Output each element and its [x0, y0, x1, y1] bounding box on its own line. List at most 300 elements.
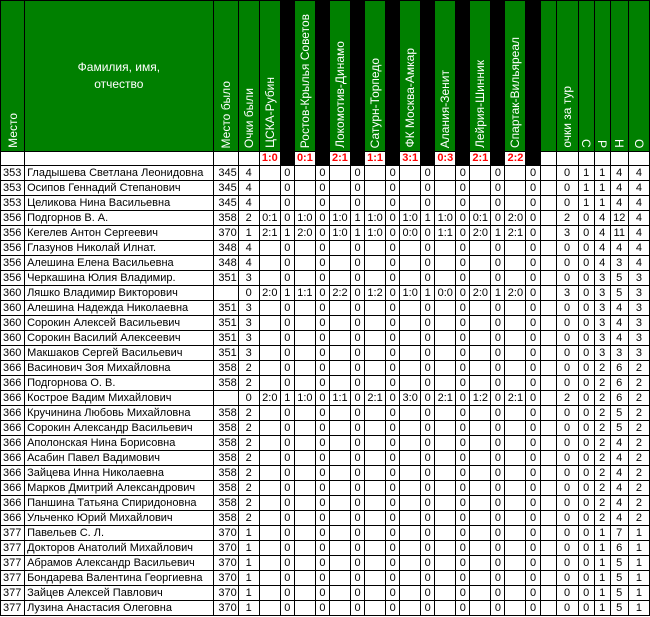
prediction-cell — [470, 331, 491, 346]
match-points-cell: 0 — [386, 541, 400, 556]
stat-cell: 3 — [610, 256, 628, 271]
match-points-cell: 0 — [386, 451, 400, 466]
prediction-cell — [505, 421, 526, 436]
match-points-cell: 0 — [351, 451, 365, 466]
match-points-cell: 0 — [491, 331, 505, 346]
points-was-cell: 3 — [238, 301, 259, 316]
match-points-cell: 0 — [456, 556, 470, 571]
prediction-cell — [329, 166, 350, 181]
place-was-cell: 358 — [213, 481, 238, 496]
stat-cell: 3 — [628, 286, 649, 301]
match-points-cell: 1 — [491, 286, 505, 301]
prediction-cell — [329, 571, 350, 586]
place-was-cell: 351 — [213, 271, 238, 286]
place-cell: 377 — [1, 526, 25, 541]
match-header-7: Лейрия-Шинник — [470, 1, 491, 152]
prediction-cell — [329, 556, 350, 571]
prediction-cell — [294, 166, 315, 181]
match-points-cell: 0 — [526, 211, 540, 226]
match-points-cell: 0 — [280, 421, 294, 436]
prediction-cell: 1:0 — [365, 211, 386, 226]
prediction-cell: 1:0 — [294, 391, 315, 406]
match-points-cell: 0 — [351, 541, 365, 556]
match-points-cell: 0 — [386, 526, 400, 541]
prediction-cell — [259, 511, 280, 526]
stat-cell: 0 — [578, 316, 594, 331]
prediction-cell — [259, 436, 280, 451]
prediction-cell — [505, 376, 526, 391]
match-points-cell: 0 — [491, 586, 505, 601]
match-points-cell: 0 — [526, 526, 540, 541]
match-points-cell: 0 — [456, 496, 470, 511]
round-points-cell: 0 — [556, 241, 578, 256]
match-points-cell: 0 — [280, 196, 294, 211]
table-row — [1, 496, 650, 511]
prediction-cell — [365, 346, 386, 361]
name-cell: Марков Дмитрий Александрович — [25, 481, 214, 496]
match-points-cell: 0 — [421, 301, 435, 316]
points-was-cell: 1 — [238, 526, 259, 541]
stat-cell: 2 — [594, 391, 610, 406]
place-cell: 356 — [1, 256, 25, 271]
match-divider — [280, 1, 294, 152]
stat-cell: 1 — [594, 601, 610, 616]
stat-cell: 0 — [578, 376, 594, 391]
match-points-cell: 0 — [280, 556, 294, 571]
match-points-cell: 0 — [526, 301, 540, 316]
prediction-cell — [400, 496, 421, 511]
match-points-cell: 0 — [351, 286, 365, 301]
match-points-cell: 0 — [315, 211, 329, 226]
stat-cell: 0 — [578, 301, 594, 316]
prediction-cell — [259, 466, 280, 481]
match-points-cell: 0 — [386, 316, 400, 331]
match-points-cell: 0 — [491, 391, 505, 406]
prediction-cell — [435, 601, 456, 616]
match-divider — [491, 1, 505, 152]
match-points-cell: 0 — [421, 586, 435, 601]
points-was-cell: 2 — [238, 511, 259, 526]
round-points-cell: 0 — [556, 256, 578, 271]
match-score: 0:3 — [435, 152, 456, 166]
place-was-cell: 345 — [213, 181, 238, 196]
prediction-cell — [435, 241, 456, 256]
stat-cell: 5 — [610, 421, 628, 436]
place-cell: 377 — [1, 571, 25, 586]
prediction-cell: 1:1 — [435, 226, 456, 241]
prediction-cell — [294, 316, 315, 331]
match-points-cell: 0 — [456, 406, 470, 421]
place-cell: 366 — [1, 466, 25, 481]
match-points-cell: 0 — [315, 496, 329, 511]
prediction-cell — [435, 421, 456, 436]
prediction-cell — [329, 481, 350, 496]
match-points-cell: 0 — [421, 466, 435, 481]
stat-cell: 4 — [610, 466, 628, 481]
match-points-cell: 0 — [315, 376, 329, 391]
match-points-cell: 0 — [386, 211, 400, 226]
prediction-cell — [294, 451, 315, 466]
prediction-cell — [294, 436, 315, 451]
prediction-cell: 1:0 — [435, 211, 456, 226]
round-points-cell: 2 — [556, 211, 578, 226]
prediction-cell — [329, 256, 350, 271]
prediction-cell — [400, 466, 421, 481]
stat-cell: 2 — [594, 466, 610, 481]
points-was-cell: 2 — [238, 376, 259, 391]
prediction-cell — [400, 331, 421, 346]
stat-cell: 0 — [578, 256, 594, 271]
match-points-cell: 0 — [526, 391, 540, 406]
match-points-cell: 0 — [280, 571, 294, 586]
prediction-cell — [505, 271, 526, 286]
round-points-cell: 0 — [556, 361, 578, 376]
prediction-cell — [329, 181, 350, 196]
match-points-cell: 0 — [526, 466, 540, 481]
prediction-cell — [294, 541, 315, 556]
match-points-cell: 0 — [421, 481, 435, 496]
match-points-cell: 0 — [315, 556, 329, 571]
prediction-cell — [294, 301, 315, 316]
match-points-cell: 0 — [386, 556, 400, 571]
match-points-cell: 0 — [421, 541, 435, 556]
prediction-cell: 2:1 — [259, 226, 280, 241]
blank-cell — [540, 436, 556, 451]
points-was-cell: 0 — [238, 391, 259, 406]
match-points-cell: 0 — [526, 496, 540, 511]
match-points-cell: 0 — [386, 256, 400, 271]
match-points-cell: 0 — [421, 391, 435, 406]
match-points-cell: 0 — [315, 256, 329, 271]
prediction-cell — [470, 271, 491, 286]
match-points-cell: 1 — [351, 226, 365, 241]
match-points-cell: 0 — [280, 361, 294, 376]
prediction-cell: 2:0 — [470, 226, 491, 241]
prediction-cell — [259, 526, 280, 541]
place-was-cell: 358 — [213, 466, 238, 481]
stat-cell: 1 — [594, 526, 610, 541]
stat-cell: 3 — [594, 286, 610, 301]
place-was-cell: 358 — [213, 376, 238, 391]
prediction-cell — [365, 496, 386, 511]
match-points-cell: 0 — [456, 541, 470, 556]
match-points-cell: 0 — [456, 301, 470, 316]
prediction-cell — [294, 376, 315, 391]
place-cell: 377 — [1, 586, 25, 601]
name-cell: Асабин Павел Вадимович — [25, 451, 214, 466]
stat-cell: 0 — [578, 451, 594, 466]
place-was-cell: 351 — [213, 346, 238, 361]
stat-cell: 1 — [578, 196, 594, 211]
stat-cell: 1 — [578, 166, 594, 181]
prediction-cell — [505, 316, 526, 331]
match-points-cell: 0 — [351, 301, 365, 316]
place-was-cell: 370 — [213, 556, 238, 571]
match-points-cell: 0 — [280, 181, 294, 196]
table-row — [1, 586, 650, 601]
match-points-cell: 0 — [526, 331, 540, 346]
round-points-cell: 0 — [556, 406, 578, 421]
stat-cell: 1 — [578, 181, 594, 196]
match-points-cell: 0 — [456, 316, 470, 331]
table-row — [1, 211, 650, 226]
prediction-cell — [470, 421, 491, 436]
match-points-cell: 0 — [315, 346, 329, 361]
prediction-cell — [470, 376, 491, 391]
prediction-cell — [259, 571, 280, 586]
match-points-cell: 0 — [456, 391, 470, 406]
prediction-cell: 1:0 — [365, 226, 386, 241]
match-points-cell: 0 — [280, 586, 294, 601]
round-points-cell: 0 — [556, 481, 578, 496]
match-points-cell: 0 — [351, 496, 365, 511]
round-points-cell: 3 — [556, 226, 578, 241]
match-points-cell: 0 — [491, 211, 505, 226]
stat-cell: 2 — [628, 481, 649, 496]
match-points-cell: 0 — [351, 361, 365, 376]
prediction-cell — [259, 346, 280, 361]
stat-cell: 0 — [578, 511, 594, 526]
prediction-cell — [329, 241, 350, 256]
prediction-cell — [259, 481, 280, 496]
match-points-cell: 0 — [456, 481, 470, 496]
match-points-cell: 0 — [421, 226, 435, 241]
match-points-cell: 0 — [315, 436, 329, 451]
match-points-cell: 0 — [280, 406, 294, 421]
stat-cell: 2 — [628, 391, 649, 406]
match-points-cell: 0 — [491, 256, 505, 271]
match-points-cell: 0 — [315, 526, 329, 541]
prediction-cell — [329, 436, 350, 451]
stat-cell: 0 — [578, 331, 594, 346]
stat-header-r: Р — [594, 1, 610, 152]
stat-cell: 4 — [610, 241, 628, 256]
match-points-cell: 0 — [351, 406, 365, 421]
place-was-header: Место было — [213, 1, 238, 152]
match-points-cell: 0 — [386, 301, 400, 316]
match-points-cell: 0 — [351, 526, 365, 541]
blank-cell — [540, 526, 556, 541]
prediction-cell — [365, 331, 386, 346]
match-points-cell: 0 — [491, 241, 505, 256]
stat-cell: 3 — [628, 346, 649, 361]
match-points-cell: 0 — [491, 466, 505, 481]
blank-cell — [540, 256, 556, 271]
blank-cell — [540, 166, 556, 181]
match-points-cell: 0 — [491, 361, 505, 376]
stat-cell: 5 — [610, 586, 628, 601]
blank-cell — [540, 601, 556, 616]
match-points-cell: 0 — [351, 601, 365, 616]
stat-cell: 6 — [610, 376, 628, 391]
prediction-cell — [470, 496, 491, 511]
prediction-cell — [365, 316, 386, 331]
stat-cell: 6 — [610, 361, 628, 376]
table-row — [1, 346, 650, 361]
prediction-cell — [470, 361, 491, 376]
prediction-cell — [259, 256, 280, 271]
match-points-cell: 0 — [315, 166, 329, 181]
prediction-cell — [365, 481, 386, 496]
match-points-cell: 0 — [526, 586, 540, 601]
place-was-cell: 370 — [213, 586, 238, 601]
prediction-cell — [470, 466, 491, 481]
prediction-cell — [259, 421, 280, 436]
prediction-cell — [435, 361, 456, 376]
prediction-cell — [435, 466, 456, 481]
prediction-cell — [294, 526, 315, 541]
stat-cell: 5 — [610, 601, 628, 616]
prediction-cell — [259, 601, 280, 616]
round-points-cell: 0 — [556, 526, 578, 541]
prediction-cell — [329, 526, 350, 541]
match-points-cell: 0 — [386, 496, 400, 511]
prediction-cell — [365, 571, 386, 586]
prediction-cell: 1:1 — [329, 391, 350, 406]
stat-cell: 1 — [628, 541, 649, 556]
points-was-cell: 1 — [238, 556, 259, 571]
place-cell: 366 — [1, 496, 25, 511]
table-row — [1, 286, 650, 301]
prediction-cell — [294, 601, 315, 616]
round-points-cell: 0 — [556, 571, 578, 586]
prediction-cell — [435, 496, 456, 511]
match-points-cell: 0 — [491, 571, 505, 586]
prediction-cell — [470, 406, 491, 421]
stat-cell: 4 — [628, 196, 649, 211]
blank-cell — [540, 361, 556, 376]
stat-cell: 4 — [610, 481, 628, 496]
place-cell: 366 — [1, 436, 25, 451]
match-points-cell: 0 — [386, 466, 400, 481]
stat-cell: 2 — [594, 451, 610, 466]
stat-cell: 1 — [628, 601, 649, 616]
table-row — [1, 466, 650, 481]
prediction-cell — [435, 571, 456, 586]
match-points-cell: 0 — [491, 496, 505, 511]
match-points-cell: 0 — [491, 541, 505, 556]
prediction-cell — [435, 376, 456, 391]
table-row — [1, 511, 650, 526]
prediction-cell — [329, 196, 350, 211]
prediction-cell — [365, 376, 386, 391]
prediction-cell — [435, 181, 456, 196]
match-points-cell: 0 — [421, 331, 435, 346]
prediction-cell — [470, 241, 491, 256]
stat-cell: 0 — [578, 391, 594, 406]
stat-cell: 4 — [610, 166, 628, 181]
prediction-cell — [329, 301, 350, 316]
points-was-cell: 1 — [238, 541, 259, 556]
match-points-cell: 0 — [280, 451, 294, 466]
prediction-cell — [435, 436, 456, 451]
blank-cell — [540, 451, 556, 466]
prediction-cell — [259, 271, 280, 286]
place-cell: 353 — [1, 196, 25, 211]
prediction-cell — [470, 541, 491, 556]
match-header-2: Ростов-Крылья Советов — [294, 1, 315, 152]
name-cell: Васинович Зоя Михайловна — [25, 361, 214, 376]
prediction-cell — [365, 256, 386, 271]
prediction-cell — [400, 271, 421, 286]
match-points-cell: 0 — [456, 241, 470, 256]
place-was-cell: 370 — [213, 226, 238, 241]
stat-cell: 2 — [594, 376, 610, 391]
name-cell: Подгорнова О. В. — [25, 376, 214, 391]
prediction-cell — [505, 301, 526, 316]
match-points-cell: 0 — [421, 271, 435, 286]
match-points-cell: 0 — [421, 406, 435, 421]
match-points-cell: 0 — [421, 526, 435, 541]
prediction-cell — [365, 361, 386, 376]
match-points-cell: 0 — [315, 421, 329, 436]
prediction-cell — [400, 481, 421, 496]
blank-cell — [540, 316, 556, 331]
match-points-cell: 0 — [280, 601, 294, 616]
match-points-cell: 0 — [386, 481, 400, 496]
match-points-cell: 0 — [386, 406, 400, 421]
prediction-cell — [294, 556, 315, 571]
match-points-cell: 0 — [456, 211, 470, 226]
points-was-header: Очки были — [238, 1, 259, 152]
prediction-cell: 2:1 — [435, 391, 456, 406]
prediction-cell — [294, 271, 315, 286]
prediction-cell — [505, 541, 526, 556]
place-cell: 353 — [1, 181, 25, 196]
prediction-cell — [365, 466, 386, 481]
match-points-cell: 0 — [315, 361, 329, 376]
points-was-cell: 2 — [238, 436, 259, 451]
prediction-cell — [400, 436, 421, 451]
prediction-cell — [329, 451, 350, 466]
match-points-cell: 0 — [526, 361, 540, 376]
prediction-cell — [294, 496, 315, 511]
prediction-cell — [470, 571, 491, 586]
match-points-cell: 1 — [280, 391, 294, 406]
stat-cell: 6 — [610, 541, 628, 556]
place-was-cell: 358 — [213, 496, 238, 511]
standings-body — [1, 152, 650, 616]
table-row — [1, 271, 650, 286]
match-points-cell: 0 — [351, 586, 365, 601]
match-points-cell: 0 — [491, 526, 505, 541]
match-points-cell: 0 — [526, 286, 540, 301]
match-divider — [526, 1, 540, 152]
round-points-cell: 0 — [556, 181, 578, 196]
match-header-1: ЦСКА-Рубин — [259, 1, 280, 152]
stat-cell: 4 — [610, 196, 628, 211]
round-points-cell: 0 — [556, 316, 578, 331]
match-points-cell: 0 — [386, 601, 400, 616]
prediction-cell — [259, 376, 280, 391]
stat-cell: 2 — [594, 511, 610, 526]
prediction-cell — [400, 601, 421, 616]
name-cell: Кегелев Антон Сергеевич — [25, 226, 214, 241]
prediction-cell — [400, 301, 421, 316]
match-points-cell: 0 — [351, 196, 365, 211]
points-was-cell: 1 — [238, 601, 259, 616]
name-cell: Гладышева Светлана Леонидовна — [25, 166, 214, 181]
match-points-cell: 0 — [456, 601, 470, 616]
stat-cell: 3 — [594, 331, 610, 346]
prediction-cell — [470, 511, 491, 526]
blank-cell — [540, 496, 556, 511]
prediction-cell — [505, 196, 526, 211]
points-was-cell: 2 — [238, 406, 259, 421]
match-points-cell: 0 — [315, 226, 329, 241]
stat-cell: 0 — [578, 406, 594, 421]
match-score: 0:1 — [294, 152, 315, 166]
